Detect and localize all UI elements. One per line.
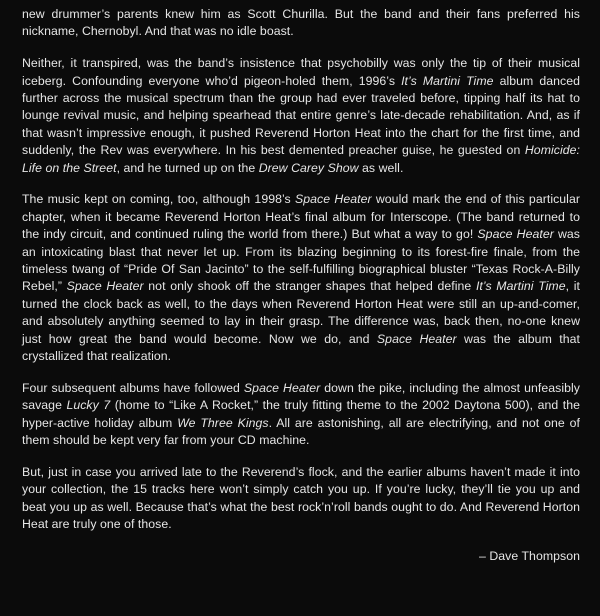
- text-run: , it turned the clock back as well, to the days when Reverend Horton Heat were still an up-and-comer, and absolutely anything seemed to lay in their grasp. The difference was, back then, no-one knew just how great the band would become. Now we do, and: [22, 279, 580, 346]
- text-run: Neither, it transpired, was the band’s insistence that psychobilly was only the tip of their musical iceberg. Confounding everyone who’d pigeon-holed them, 1996’s: [22, 56, 580, 88]
- title-text: Space Heater: [295, 192, 372, 207]
- liner-notes-text: [22, 0, 580, 580]
- text-run: would mark the end of this particular chapter, when it became Reverend Horton Heat’s final album for Interscope. (The band returned to the indy circuit, and continued ruling the world from there.) But what a way to go!: [22, 192, 581, 242]
- text-run: album danced further across the musical spectrum than the group had ever traveled before, tipping half its hat to lounge revival music, and helping spearhead that entire genre’s late-decade rehabilitation. And, as if that wasn’t impressive enough, it pushed Reverend Horton Heat into the chart for the first time, and suddenly, the Rev was everywhere. In his best demented preacher guise, he guested on: [22, 73, 580, 158]
- text-run: as well.: [358, 160, 404, 175]
- title-text: Space Heater: [477, 227, 554, 242]
- text-run: But, just in case you arrived late to the Reverend’s flock, and the earlier albums haven’t made it into your collection, the 15 tracks here won’t simply catch you up. If you’re lucky, they’ll tie you up and beat you up as well. Because that’s what the best rock’n’roll bands ought to do. And Reverend Horton Heat are truly one of those.: [22, 464, 580, 532]
- title-text: Drew Carey Show: [258, 160, 359, 175]
- paragraph: [22, 380, 580, 450]
- title-text: Space Heater: [66, 279, 144, 294]
- text-run: down the pike, including the almost unfeasibly savage: [22, 380, 580, 413]
- text-run: , and he turned up on the: [116, 160, 259, 175]
- title-text: Homicide: Life on the Street: [22, 143, 580, 175]
- paragraph: [22, 6, 580, 41]
- title-text: Lucky 7: [66, 398, 111, 413]
- title-text: It’s Martini Time: [401, 73, 494, 88]
- text-run: new drummer’s parents knew him as Scott Churilla. But the band and their fans preferred his nickname, Chernobyl. And that was no idle boast.: [22, 7, 580, 39]
- title-text: We Three Kings: [177, 415, 269, 430]
- title-text: Space Heater: [243, 380, 321, 395]
- title-text: Space Heater: [376, 331, 457, 346]
- paragraph: [22, 55, 580, 177]
- text-run: Four subsequent albums have followed: [22, 380, 244, 395]
- text-run: The music kept on coming, too, although 1998’s: [22, 192, 296, 207]
- text-run: not only shook off the stranger shapes that helped define: [143, 279, 476, 294]
- title-text: It’s Martini Time: [475, 279, 566, 294]
- paragraph: [22, 464, 580, 534]
- author-signature: – Dave Thompson: [478, 548, 580, 563]
- text-run: was an intoxicating blast that never let up. From its blazing beginning to its forest-fire finale, from the timeless twang of “Pride Of San Jacinto” to the self-fulfilling biographical bluster “Texas Rock-A-Billy Rebel,”: [22, 227, 581, 294]
- paragraph: [22, 191, 580, 365]
- text-run: was the album that crystallized that realization.: [22, 331, 580, 364]
- text-run: (home to “Like A Rocket,” the truly fitting theme to the 2002 Daytona 500), and the hyper-active holiday album: [22, 398, 580, 430]
- text-run: . All are astonishing, all are electrifying, and not one of them should be kept very far from your CD machine.: [22, 415, 580, 448]
